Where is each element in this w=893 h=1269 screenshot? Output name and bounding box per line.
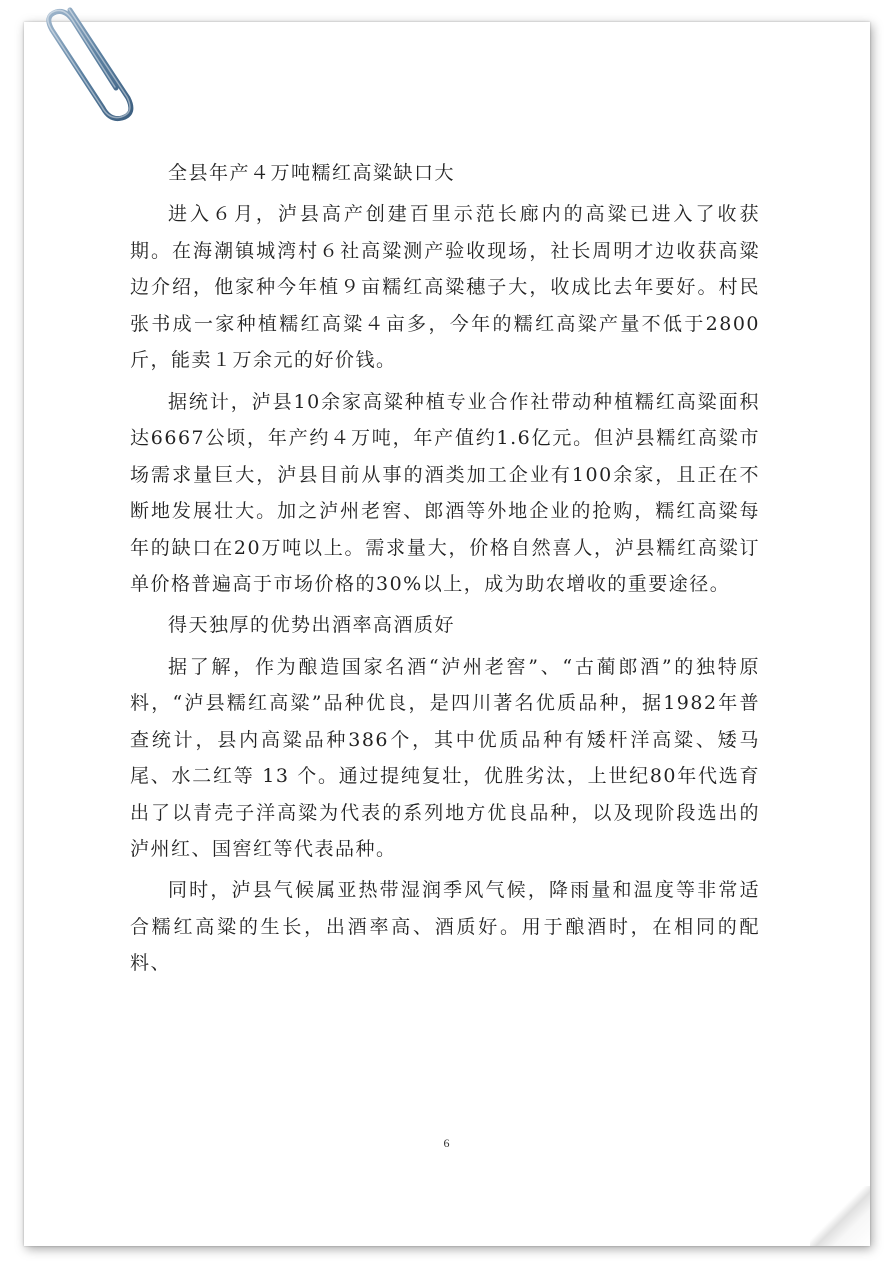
paragraph-statistics: 据统计，泸县10余家高粱种植专业合作社带动种植糯红高粱面积达6667公顷，年产约４万吨，年产值约1.6亿元。但泸县糯红高粱市场需求量巨大，泸县目前从事的酒类加工企业有100余家，且正在不断地发展壮大。加之泸州老窖、郎酒等外地企业的抢购，糯红高粱每年的缺口在20万吨以上。需求量大，价格自然喜人，泸县糯红高粱订单价格普遍高于市场价格的30%以上，成为助农增收的重要途径。 (130, 390, 760, 596)
section-heading-shortage: 全县年产４万吨糯红高粱缺口大 (168, 162, 456, 184)
page-number: 6 (443, 1136, 450, 1150)
paragraph-harvest: 进入６月，泸县高产创建百里示范长廊内的高粱已进入了收获期。在海潮镇城湾村６社高粱测产验收现场，社长周明才边收获高粱边介绍，他家种今年植９亩糯红高粱穗子大，收成比去年要好。村民张书成一家种植糯红高粱４亩多，今年的糯红高粱产量不低于2800斤，能卖１万余元的好价钱。 (130, 203, 760, 372)
page-curl (810, 1186, 870, 1246)
paragraph-varieties: 据了解，作为酿造国家名酒“泸州老窖”、“古蔺郎酒”的独特原料，“泸县糯红高粱”品种优良，是四川著名优质品种，据1982年普查统计，县内高粱品种386个，其中优质品种有矮杆洋高粱、矮马尾、水二红等 13 个。通过提纯复壮，优胜劣汰，上世纪80年代选育出了以青壳子洋高粱为代表的系列地方优良品种，以及现阶段选出的泸州红、国窖红等代表品种。 (130, 655, 760, 861)
paragraph-climate: 同时，泸县气候属亚热带湿润季风气候，降雨量和温度等非常适合糯红高粱的生长，出酒率高、酒质好。用于酿酒时，在相同的配料、 (130, 879, 760, 975)
document-body (130, 155, 760, 987)
section-heading-advantage: 得天独厚的优势出酒率高酒质好 (168, 614, 456, 637)
paperclip-icon (30, 0, 140, 130)
